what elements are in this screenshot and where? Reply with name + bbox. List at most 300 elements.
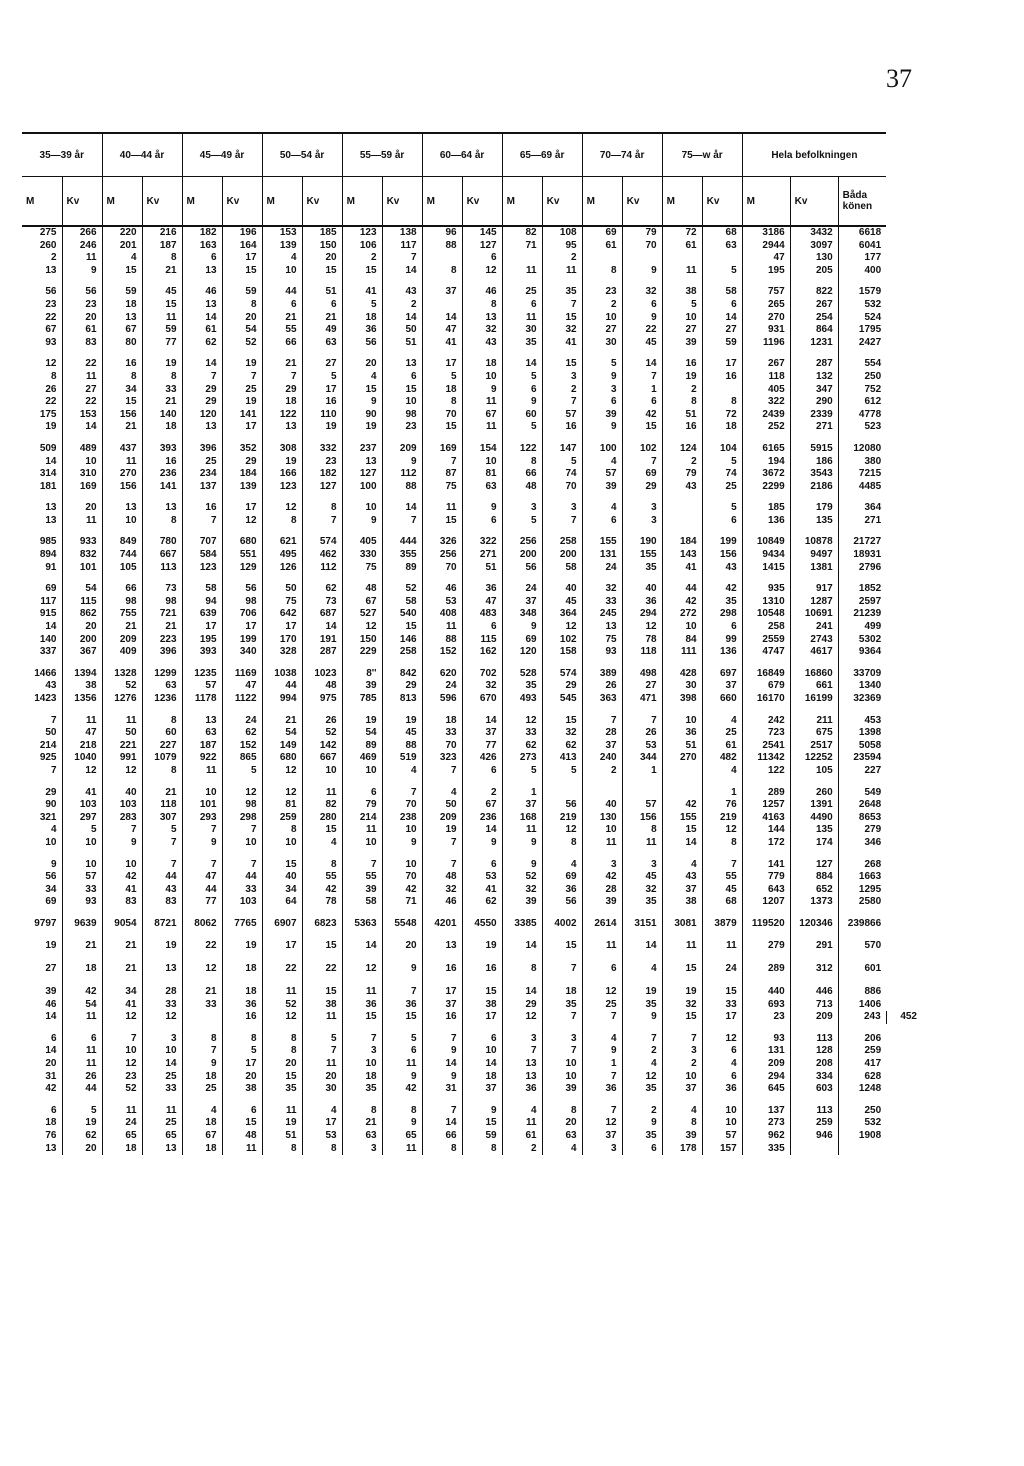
table-cell: 9	[622, 1011, 662, 1024]
table-cell: 68	[702, 226, 742, 240]
table-cell: 6	[342, 787, 382, 800]
table-cell: 297	[62, 812, 102, 825]
table-cell	[422, 931, 462, 940]
table-cell: 1	[582, 1058, 622, 1071]
table-cell: 50	[262, 583, 302, 596]
table-cell: 89	[342, 740, 382, 753]
table-cell	[302, 434, 342, 443]
table-cell	[742, 434, 790, 443]
table-cell: 621	[262, 536, 302, 549]
table-cell	[838, 909, 886, 918]
table-cell	[542, 277, 582, 286]
table-cell: 112	[382, 468, 422, 481]
table-cell	[462, 277, 502, 286]
table-cell	[742, 1096, 790, 1105]
table-cell: 43	[702, 562, 742, 575]
table-cell: 5548	[382, 918, 422, 931]
table-cell	[222, 1024, 262, 1033]
table-cell: 170	[262, 634, 302, 647]
table-cell: 15	[302, 986, 342, 999]
table-cell: 32	[462, 680, 502, 693]
table-cell: 25	[582, 999, 622, 1012]
table-cell	[422, 659, 462, 668]
table-cell: 26	[62, 1071, 102, 1084]
table-cell: 10	[382, 824, 422, 837]
table-cell	[302, 574, 342, 583]
table-cell: 4	[342, 371, 382, 384]
table-cell: 184	[222, 468, 262, 481]
table-cell: 26	[302, 715, 342, 728]
table-cell: 27	[622, 680, 662, 693]
table-cell	[622, 574, 662, 583]
table-cell: 1328	[102, 668, 142, 681]
table-cell: 65	[382, 1130, 422, 1143]
table-cell: 229	[342, 646, 382, 659]
table-cell: 259	[790, 1117, 838, 1130]
table-cell: 250	[864, 1104, 882, 1116]
table-cell: 30	[302, 1083, 342, 1096]
table-cell: 16	[662, 421, 702, 434]
table-cell: 3	[662, 1045, 702, 1058]
table-cell	[502, 909, 542, 918]
table-cell: 10	[22, 837, 62, 850]
table-cell: 40	[622, 583, 662, 596]
table-cell: 865	[222, 752, 262, 765]
table-cell: 532	[864, 1117, 882, 1129]
table-cell: 43	[662, 481, 702, 494]
table-cell: 33	[702, 999, 742, 1012]
table-cell: 14	[182, 358, 222, 371]
table-cell: 37	[422, 999, 462, 1012]
table-cell: 8	[302, 502, 342, 515]
table-cell	[790, 527, 838, 536]
table-cell: 209	[382, 443, 422, 456]
table-cell: 11	[262, 986, 302, 999]
table-row	[22, 324, 922, 337]
table-cell: 545	[542, 693, 582, 706]
table-cell: 1196	[742, 337, 790, 350]
table-cell: 36	[542, 884, 582, 897]
table-cell	[502, 1096, 542, 1105]
table-cell: 483	[462, 608, 502, 621]
table-cell: 209	[102, 634, 142, 647]
table-cell: 131	[582, 549, 622, 562]
table-cell	[502, 931, 542, 940]
table-cell: 12	[462, 265, 502, 278]
table-cell: 41	[542, 337, 582, 350]
table-cell: 2	[382, 299, 422, 312]
table-row	[22, 443, 922, 456]
table-cell: 131	[742, 1045, 790, 1058]
table-cell: 9	[502, 837, 542, 850]
table-cell: 7	[622, 456, 662, 469]
table-cell: 8	[142, 715, 182, 728]
table-cell	[702, 277, 742, 286]
table-cell: 36	[502, 1083, 542, 1096]
table-cell: 54	[62, 999, 102, 1012]
table-cell: 33	[502, 727, 542, 740]
table-cell: 12	[342, 952, 382, 986]
table-cell: 45	[382, 727, 422, 740]
table-cell	[262, 931, 302, 940]
table-cell: 62	[62, 1130, 102, 1143]
table-cell: 33	[142, 1083, 182, 1096]
table-cell: 16860	[790, 668, 838, 681]
table-cell: 71	[382, 896, 422, 909]
table-cell: 156	[702, 549, 742, 562]
table-cell	[462, 493, 502, 502]
table-cell: 946	[790, 1130, 838, 1143]
table-cell: 88	[422, 634, 462, 647]
table-cell: 150	[302, 240, 342, 253]
table-cell: 9	[582, 1045, 622, 1058]
table-cell: 200	[502, 549, 542, 562]
table-cell	[222, 434, 262, 443]
table-cell: 13	[262, 421, 302, 434]
table-cell: 53	[422, 596, 462, 609]
table-cell: 352	[222, 443, 262, 456]
table-cell: 13	[142, 952, 182, 986]
table-cell: 1406	[858, 998, 882, 1010]
table-cell: 36	[342, 324, 382, 337]
table-cell	[502, 1024, 542, 1033]
table-cell: 179	[790, 502, 838, 515]
table-cell: 9364	[858, 646, 882, 658]
table-cell: 39	[342, 680, 382, 693]
table-cell: 187	[142, 240, 182, 253]
table-cell: 254	[790, 312, 838, 325]
row-gap	[22, 527, 922, 536]
table-cell	[702, 527, 742, 536]
table-cell	[262, 527, 302, 536]
table-cell: 290	[790, 396, 838, 409]
table-cell: 12	[702, 1033, 742, 1046]
table-cell: 17	[422, 986, 462, 999]
table-cell: 1248	[858, 1083, 882, 1095]
table-cell: 30	[662, 680, 702, 693]
table-cell: 707	[182, 536, 222, 549]
table-cell: 17	[702, 1011, 742, 1024]
table-cell: 7	[422, 1033, 462, 1046]
table-cell: 10	[62, 456, 102, 469]
table-cell: 181	[22, 481, 62, 494]
table-cell: 9	[582, 421, 622, 434]
table-cell: 19	[142, 358, 182, 371]
table-cell: 1	[702, 787, 742, 800]
table-cell: 196	[222, 226, 262, 240]
table-cell: 3543	[790, 468, 838, 481]
table-cell	[582, 850, 622, 859]
table-cell: 35	[502, 337, 542, 350]
table-cell: 7	[222, 371, 262, 384]
table-cell: 29	[542, 680, 582, 693]
table-cell: 519	[382, 752, 422, 765]
table-row	[22, 252, 922, 265]
table-cell: 322	[742, 396, 790, 409]
table-cell: 312	[790, 952, 838, 986]
table-cell: 6	[462, 765, 502, 778]
table-cell: 14	[462, 1058, 502, 1071]
table-cell: 2	[622, 1045, 662, 1058]
table-cell: 334	[790, 1071, 838, 1084]
table-cell: 66	[102, 583, 142, 596]
table-cell: 37	[462, 1083, 502, 1096]
table-cell: 13	[102, 312, 142, 325]
table-cell: 150	[342, 634, 382, 647]
table-cell: 16	[182, 502, 222, 515]
table-row	[22, 871, 922, 884]
table-cell: 140	[22, 634, 62, 647]
table-cell: 5	[502, 421, 542, 434]
table-cell	[790, 277, 838, 286]
table-cell: 8	[342, 1105, 382, 1118]
table-cell: 10	[582, 312, 622, 325]
table-cell: 9	[382, 1071, 422, 1084]
table-cell: 21	[142, 787, 182, 800]
table-cell	[262, 1096, 302, 1105]
table-cell: 23594	[853, 752, 882, 764]
table-cell: 52	[102, 680, 142, 693]
table-cell: 20	[22, 1058, 62, 1071]
table-cell: 132	[790, 371, 838, 384]
table-cell: 56	[222, 583, 262, 596]
table-cell: 155	[582, 536, 622, 549]
table-cell	[342, 659, 382, 668]
table-cell: 41	[342, 286, 382, 299]
table-row	[22, 752, 922, 765]
table-cell: 16199	[790, 693, 838, 706]
table-cell	[422, 252, 462, 265]
table-cell: 9	[62, 265, 102, 278]
table-cell	[342, 574, 382, 583]
table-cell: 41	[662, 562, 702, 575]
table-row	[22, 536, 922, 549]
table-cell: 62	[222, 727, 262, 740]
table-cell: 67	[342, 596, 382, 609]
table-cell: 55	[302, 871, 342, 884]
table-cell: 21	[102, 952, 142, 986]
table-cell	[462, 574, 502, 583]
table-cell	[742, 493, 790, 502]
table-cell: 128	[790, 1045, 838, 1058]
table-cell: 9	[462, 1105, 502, 1118]
table-cell: 13	[102, 502, 142, 515]
table-cell: 8	[142, 252, 182, 265]
table-cell	[622, 1096, 662, 1105]
table-cell: 58	[702, 286, 742, 299]
table-row	[22, 1045, 922, 1058]
table-cell	[382, 659, 422, 668]
sex-header: Kv	[62, 177, 102, 227]
table-cell	[742, 931, 790, 940]
table-cell: 168	[502, 812, 542, 825]
table-cell	[742, 850, 790, 859]
table-row	[22, 940, 922, 953]
table-cell: 124	[662, 443, 702, 456]
table-cell: 267	[742, 358, 790, 371]
table-cell: 3151	[622, 918, 662, 931]
table-cell: 8	[502, 952, 542, 986]
table-cell: 10	[142, 1045, 182, 1058]
table-cell	[542, 909, 582, 918]
table-cell	[742, 349, 790, 358]
table-cell: 72	[702, 409, 742, 422]
table-cell: 5	[222, 765, 262, 778]
table-row	[22, 918, 922, 931]
table-cell: 11	[302, 787, 342, 800]
table-cell: 18	[182, 1143, 222, 1156]
table-cell	[582, 909, 622, 918]
table-cell: 21	[262, 358, 302, 371]
table-cell	[262, 277, 302, 286]
table-cell: 1257	[742, 799, 790, 812]
table-cell: 75	[342, 562, 382, 575]
table-cell: 11	[182, 765, 222, 778]
table-cell: 16	[462, 952, 502, 986]
table-cell: 7	[502, 1045, 542, 1058]
table-cell: 63	[542, 1130, 582, 1143]
table-cell: 36	[622, 596, 662, 609]
table-cell: 17	[262, 940, 302, 953]
table-row	[22, 549, 922, 562]
table-cell: 785	[342, 693, 382, 706]
table-cell	[582, 493, 622, 502]
table-cell: 1391	[790, 799, 838, 812]
table-cell: 35	[342, 1083, 382, 1096]
table-cell	[622, 659, 662, 668]
table-cell: 9	[622, 312, 662, 325]
table-cell: 70	[422, 562, 462, 575]
table-cell: 49	[302, 324, 342, 337]
table-cell	[662, 850, 702, 859]
table-cell: 16	[422, 952, 462, 986]
table-cell: 8	[262, 1143, 302, 1156]
table-cell	[622, 252, 662, 265]
table-cell: 14	[502, 986, 542, 999]
table-cell	[142, 1096, 182, 1105]
table-cell: 2	[582, 299, 622, 312]
table-cell: 11	[62, 371, 102, 384]
table-cell: 13	[142, 1143, 182, 1156]
table-cell: 3	[622, 859, 662, 872]
table-cell: 51	[462, 562, 502, 575]
table-cell: 46	[422, 583, 462, 596]
table-cell	[838, 434, 886, 443]
table-cell	[182, 659, 222, 668]
table-cell: 19	[662, 986, 702, 999]
table-cell: 1079	[142, 752, 182, 765]
table-cell: 14	[382, 312, 422, 325]
table-cell: 8	[142, 371, 182, 384]
table-cell: 1340	[858, 680, 882, 692]
table-cell: 1122	[222, 693, 262, 706]
table-cell: 10	[462, 371, 502, 384]
table-cell: 78	[622, 634, 662, 647]
table-cell: 19	[22, 940, 62, 953]
table-cell: 275	[22, 226, 62, 240]
table-cell	[262, 659, 302, 668]
table-cell: 4	[582, 1033, 622, 1046]
table-cell	[838, 349, 886, 358]
table-cell	[622, 527, 662, 536]
table-cell: 8	[142, 515, 182, 528]
table-cell: 13	[182, 421, 222, 434]
table-cell	[382, 277, 422, 286]
table-cell	[462, 1024, 502, 1033]
table-cell: 1236	[142, 693, 182, 706]
table-cell: 11	[582, 940, 622, 953]
table-cell: 58	[382, 596, 422, 609]
table-cell: 113	[142, 562, 182, 575]
table-cell: 88	[382, 740, 422, 753]
table-cell: 120	[502, 646, 542, 659]
table-cell: 5	[62, 1105, 102, 1118]
table-cell	[302, 706, 342, 715]
table-cell: 2439	[742, 409, 790, 422]
table-cell: 3	[502, 502, 542, 515]
table-cell	[62, 493, 102, 502]
table-cell	[582, 527, 622, 536]
table-cell: 12	[102, 1058, 142, 1071]
table-cell: 10	[382, 859, 422, 872]
table-cell: 56	[502, 562, 542, 575]
table-cell	[302, 1024, 342, 1033]
table-cell: 40	[102, 787, 142, 800]
table-cell: 7	[142, 837, 182, 850]
table-cell: 364	[864, 502, 882, 514]
table-cell: 584	[182, 549, 222, 562]
table-cell: 47	[742, 252, 790, 265]
table-cell: 3	[582, 1143, 622, 1156]
table-cell: 75	[262, 596, 302, 609]
table-cell: 42	[302, 884, 342, 897]
table-cell: 18	[342, 312, 382, 325]
table-cell: 38	[62, 680, 102, 693]
table-cell: 27	[582, 324, 622, 337]
table-cell: 66	[502, 468, 542, 481]
both-sexes-header: Båda könen	[838, 177, 886, 227]
table-cell: 45	[542, 596, 582, 609]
table-cell: 256	[422, 549, 462, 562]
table-cell: 437	[102, 443, 142, 456]
table-cell: 227	[864, 764, 882, 776]
table-cell: 326	[422, 536, 462, 549]
table-cell: 258	[742, 621, 790, 634]
table-cell: 56	[22, 286, 62, 299]
table-cell	[262, 349, 302, 358]
table-cell: 93	[22, 337, 62, 350]
table-cell: 21	[142, 265, 182, 278]
table-cell: 7	[342, 1033, 382, 1046]
table-cell: 186	[790, 456, 838, 469]
table-cell: 14	[422, 312, 462, 325]
table-cell: 7	[622, 1033, 662, 1046]
table-cell: 271	[864, 514, 882, 526]
table-cell: 10	[102, 1045, 142, 1058]
table-cell: 13	[22, 515, 62, 528]
table-cell: 287	[302, 646, 342, 659]
table-cell: 37	[662, 1083, 702, 1096]
table-cell: 9	[342, 396, 382, 409]
table-cell: 154	[462, 443, 502, 456]
table-cell: 20	[222, 1071, 262, 1084]
table-body	[22, 226, 922, 1155]
table-cell: 6	[502, 299, 542, 312]
table-cell: 10	[662, 1071, 702, 1084]
table-cell: 164	[222, 240, 262, 253]
table-cell	[582, 574, 622, 583]
table-cell: 7	[582, 1011, 622, 1024]
